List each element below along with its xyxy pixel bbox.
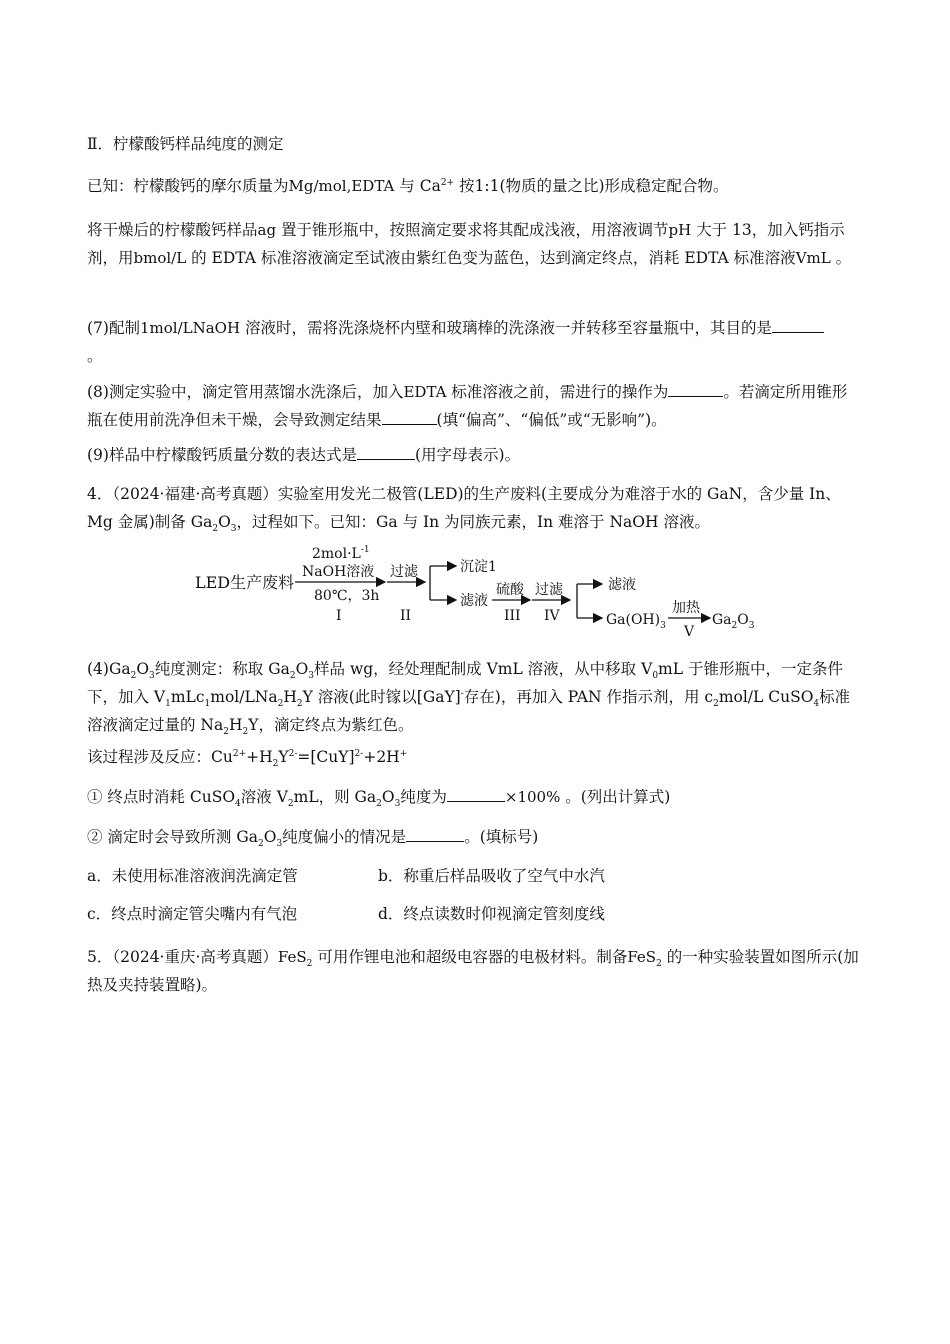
step-3: III — [504, 608, 521, 624]
svg-text:过滤: 过滤 — [535, 582, 563, 598]
procedure-paragraph: 将干燥后的柠檬酸钙样品ag 置于锥形瓶中，按照滴定要求将其配成浅液，用溶液调节pH 大于 13，加入钙指示剂，用bmol/L 的 EDTA 标准溶液滴定至试液由紫红色变为蓝色，达到滴定终点，消耗 EDTA 标准溶液VmL 。 — [87, 221, 852, 267]
precipitate-1: 沉淀1 — [460, 559, 497, 575]
option-c[interactable]: c．终点时滴定管尖嘴内有气泡 — [87, 905, 298, 923]
answer-blank[interactable] — [406, 827, 464, 842]
flow-start: LED生产废料 — [195, 573, 295, 592]
question-9: (9)样品中柠檬酸钙质量分数的表达式是 (用字母表示)。 — [87, 446, 521, 464]
option-a[interactable]: a．未使用标准溶液润洗滴定管 — [87, 867, 298, 885]
answer-blank[interactable] — [447, 787, 505, 802]
option-b[interactable]: b．称重后样品吸收了空气中水汽 — [378, 867, 605, 885]
section-title: Ⅱ．柠檬酸钙样品纯度的测定 — [87, 135, 284, 153]
reaction-equation: 该过程涉及反应：$Cu^{2+}+H_2Y^{2-}=[CuY]^{2-}+2H^+$ — [87, 748, 408, 770]
gallium-hydroxide: $Ga(OH)_3$ — [606, 612, 666, 631]
known-paragraph: 已知：柠檬酸钙的摩尔质量为Mg/mol,EDTA 与 $Ca^{2+}$ 按1:1(物质的量之比)形成稳定配合物。 — [87, 177, 729, 195]
process-flow-diagram — [190, 540, 770, 640]
option-d[interactable]: d．终点读数时仰视滴定管刻度线 — [378, 905, 605, 923]
answer-blank[interactable] — [382, 410, 437, 425]
svg-text:过滤: 过滤 — [390, 564, 418, 580]
svg-text:硫酸: 硫酸 — [496, 582, 524, 598]
answer-blank[interactable] — [772, 318, 824, 333]
problem-5: 5．（2024·重庆·高考真题）FeS$_2$ 可用作锂电池和超级电容器的电极材料。制备FeS$_2$ 的一种实验装置如图所示(加热及夹持装置略)。 — [87, 948, 859, 994]
answer-blank[interactable] — [668, 382, 723, 397]
question-8: (8)测定实验中，滴定管用蒸馏水洗涤后，加入EDTA 标准溶液之前，需进行的操作为 。若滴定所用锥形瓶在使用前洗净但未干燥，会导致测定结果 (填“偏高”、“偏低”或“无影响”)。 — [87, 383, 848, 429]
step-2: II — [400, 608, 412, 624]
question-4-4: $(4)Ga_2O_3$纯度测定：称取 $Ga_2O_3$样品 wg，经处理配制成 VmL 溶液，从中移取 $V_0mL$ 于锥形瓶中，一定条件下，加入 $V_1mLc_1mol/LNa_2H_2Y$ 溶液(此时镓以[GaY]-存在)，再加入 PAN 作指示剂，用 $c_2mol/L$ CuSO$_4$标准溶液滴定过量的 $Na_2H_2Y$，滴定终点为紫红色。 — [87, 660, 851, 738]
calcium-ion: $Ca^{2+}$ — [419, 177, 455, 195]
svg-text:加热: 加热 — [672, 600, 700, 616]
problem-4: 4．（2024·福建·高考真题）实验室用发光二极管(LED)的生产废料(主要成分为难溶于水的 GaN，含少量 In、Mg 金属)制备 $Ga_2O_3$，过程如下。已知：Ga 与 In 为同族元素，In 难溶于 NaOH 溶液。 — [87, 485, 841, 535]
step-1: I — [336, 608, 342, 624]
condition-1: 80℃，3h — [314, 588, 380, 604]
gallium-oxide: $Ga_2O_3$ — [712, 612, 755, 631]
reagent-1: $2mol\cdot L^{-1}$ — [312, 545, 370, 562]
molar-mass: Mg/mol,EDTA — [288, 177, 395, 195]
sub-question-1: ① 终点时消耗 CuSO$_4$溶液 $V_2mL$，则 $Ga_2O_3$纯度为 ×100% 。(列出计算式) — [87, 788, 671, 810]
question-7: (7)配制1mol/LNaOH 溶液时，需将洗涤烧杯内壁和玻璃棒的洗涤液一并转移至容量瓶中，其目的是 。 — [87, 314, 862, 370]
step-5: V — [684, 624, 695, 640]
filtrate-1: 滤液 — [460, 593, 488, 609]
answer-blank[interactable] — [357, 445, 415, 460]
svg-text:NaOH溶液: NaOH溶液 — [302, 564, 375, 580]
filtrate-2: 滤液 — [608, 577, 636, 593]
sub-question-2: ② 滴定时会导致所测 $Ga_2O_3$纯度偏小的情况是 。(填标号) — [87, 828, 539, 850]
step-4: IV — [544, 608, 560, 624]
